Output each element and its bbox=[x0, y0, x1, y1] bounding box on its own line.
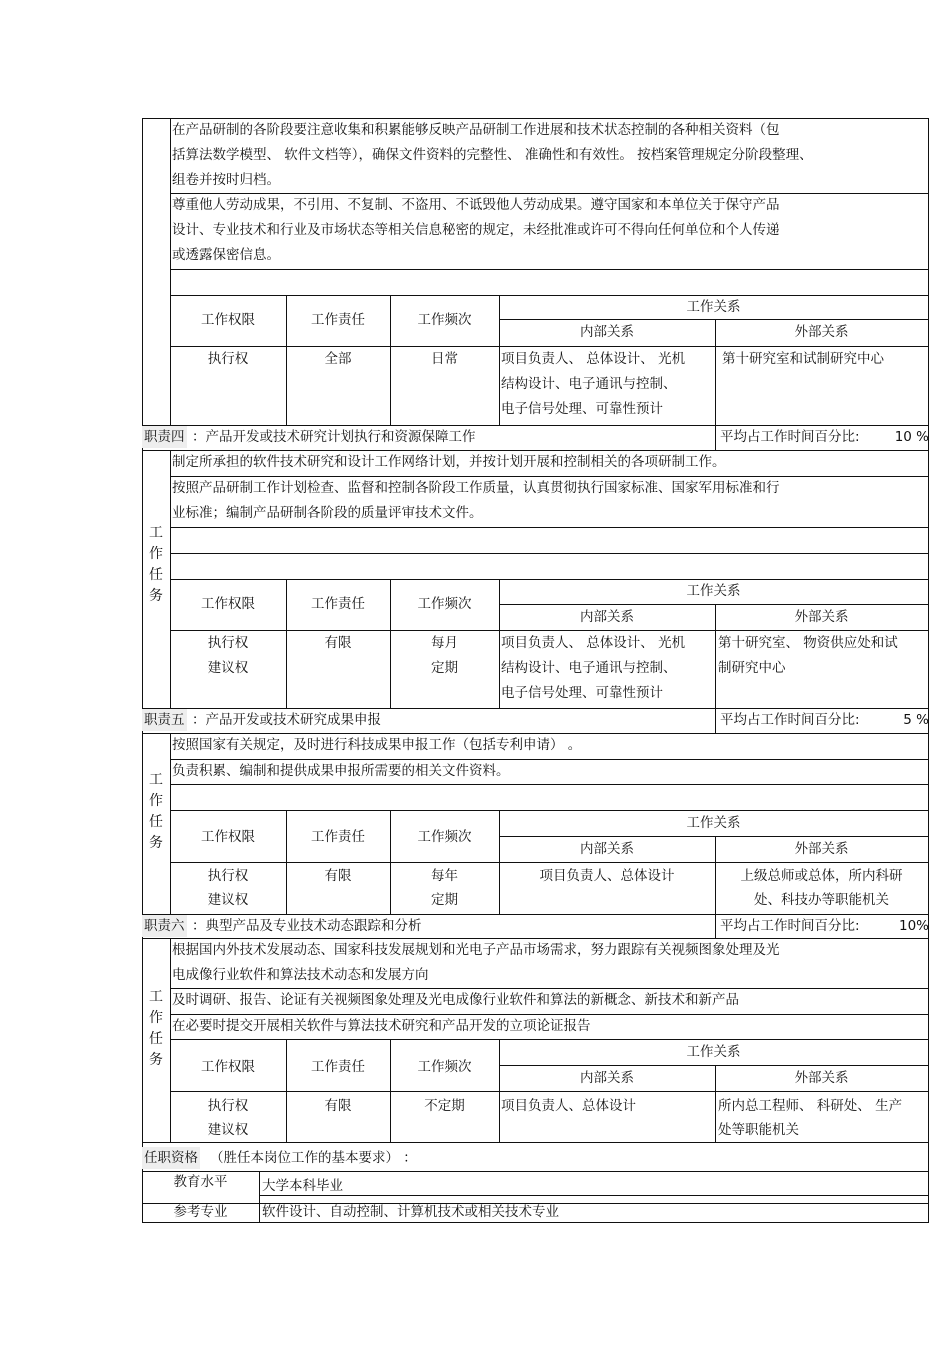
task-line: 按照产品研制工作计划检查、监督和控制各阶段工作质量，认真贯彻执行国家标准、国家军用标准和行 bbox=[172, 480, 780, 496]
education-label: 教育水平 bbox=[173, 1174, 228, 1190]
header-external: 外部关系 bbox=[794, 1070, 849, 1086]
major-label: 参考专业 bbox=[173, 1204, 228, 1220]
header-internal: 内部关系 bbox=[580, 1070, 634, 1086]
duty-tag: 职责六 bbox=[142, 915, 187, 937]
header-responsibility: 工作责任 bbox=[311, 1059, 365, 1075]
task-line: 制定所承担的软件技术研究和设计工作网络计划，并按计划开展和控制相关的各项研制工作。 bbox=[172, 454, 726, 470]
header-authority: 工作权限 bbox=[201, 1059, 255, 1075]
internal-relation: 项目负责人、 总体设计、 光机 bbox=[501, 351, 686, 367]
duty-title: ：产品开发或技术研究计划执行和资源保障工作 bbox=[192, 429, 476, 445]
task-line: 组卷并按时归档。 bbox=[172, 172, 280, 188]
external-relation: 制研究中心 bbox=[718, 660, 786, 676]
header-external: 外部关系 bbox=[794, 324, 849, 340]
task-label: 工 作 任 务 bbox=[149, 525, 163, 604]
task-line: 根据国内外技术发展动态、国家科技发展规划和光电子产品市场需求，努力跟踪有关视频图象处理及光 bbox=[172, 942, 780, 958]
time-percent-label: 平均占工作时间百分比: bbox=[720, 712, 860, 728]
responsibility-value: 全部 bbox=[324, 351, 352, 367]
external-relation: 所内总工程师、 科研处、 生产 bbox=[718, 1098, 903, 1114]
duty-tag: 职责五 bbox=[142, 709, 187, 731]
authority-value: 执行权 bbox=[207, 868, 249, 884]
frequency-value: 日常 bbox=[431, 351, 458, 367]
task-line: 在产品研制的各阶段要注意收集和积累能够反映产品研制工作进展和技术状态控制的各种相关资料（包 bbox=[172, 122, 780, 138]
time-percent-value: 10% bbox=[898, 918, 929, 934]
frequency-value: 每月 bbox=[431, 635, 458, 651]
authority-value: 执行权 bbox=[207, 1098, 249, 1114]
frequency-value: 定期 bbox=[431, 892, 458, 908]
frequency-value: 每年 bbox=[431, 868, 458, 884]
task-line: 负责积累、编制和提供成果申报所需要的相关文件资料。 bbox=[172, 763, 510, 779]
authority-value: 建议权 bbox=[207, 660, 249, 676]
task-label: 工 作 任 务 bbox=[149, 989, 163, 1068]
time-percent-value: 5 % bbox=[903, 712, 929, 728]
major-value: 软件设计、自动控制、计算机技术或相关技术专业 bbox=[262, 1204, 559, 1220]
task-line: 括算法数学模型、 软件文档等），确保文件资料的完整性、 准确性和有效性。 按档案管理规定分阶段整理、 bbox=[172, 147, 813, 163]
task-line: 设计、专业技术和行业及市场状态等相关信息秘密的规定，未经批准或许可不得向任何单位和个人传递 bbox=[172, 222, 780, 238]
header-authority: 工作权限 bbox=[201, 312, 255, 328]
frequency-value: 定期 bbox=[431, 660, 458, 676]
authority-value: 执行权 bbox=[207, 351, 249, 367]
time-percent-label: 平均占工作时间百分比: bbox=[720, 429, 860, 445]
external-relation: 上级总师或总体，所内科研 bbox=[740, 868, 903, 884]
header-internal: 内部关系 bbox=[580, 841, 634, 857]
task-label: 工 作 任 务 bbox=[149, 772, 163, 851]
duty-title: ：典型产品及专业技术动态跟踪和分析 bbox=[192, 918, 422, 934]
header-external: 外部关系 bbox=[794, 609, 849, 625]
authority-value: 建议权 bbox=[207, 1122, 249, 1138]
responsibility-value: 有限 bbox=[324, 868, 352, 884]
time-percent-label: 平均占工作时间百分比: bbox=[720, 918, 860, 934]
internal-relation: 电子信号处理、可靠性预计 bbox=[501, 401, 663, 417]
external-relation: 处等职能机关 bbox=[718, 1122, 799, 1138]
time-percent-value: 10 % bbox=[894, 429, 929, 445]
internal-relation: 项目负责人、 总体设计、 光机 bbox=[501, 635, 686, 651]
task-line: 及时调研、报告、论证有关视频图象处理及光电成像行业软件和算法的新概念、新技术和新产品 bbox=[172, 992, 739, 1008]
header-responsibility: 工作责任 bbox=[311, 596, 365, 612]
header-frequency: 工作频次 bbox=[417, 596, 472, 612]
header-authority: 工作权限 bbox=[201, 596, 255, 612]
education-value: 大学本科毕业 bbox=[262, 1178, 343, 1194]
task-line: 电成像行业软件和算法技术动态和发展方向 bbox=[172, 967, 429, 983]
internal-relation: 项目负责人、总体设计 bbox=[501, 1098, 636, 1114]
authority-value: 建议权 bbox=[207, 892, 249, 908]
header-internal: 内部关系 bbox=[580, 609, 634, 625]
header-external: 外部关系 bbox=[794, 841, 849, 857]
header-relations: 工作关系 bbox=[686, 1044, 741, 1060]
internal-relation: 结构设计、电子通讯与控制、 bbox=[501, 660, 677, 676]
task-line: 尊重他人劳动成果，不引用、不复制、不盗用、不诋毁他人劳动成果。遵守国家和本单位关于保守产品 bbox=[172, 197, 780, 213]
header-frequency: 工作频次 bbox=[417, 312, 472, 328]
external-relation: 处、科技办等职能机关 bbox=[754, 892, 889, 908]
internal-relation: 电子信号处理、可靠性预计 bbox=[501, 685, 663, 701]
task-line: 在必要时提交开展相关软件与算法技术研究和产品开发的立项论证报告 bbox=[172, 1018, 591, 1034]
header-relations: 工作关系 bbox=[686, 299, 741, 315]
external-relation: 第十研究室和试制研究中心 bbox=[722, 351, 884, 367]
header-responsibility: 工作责任 bbox=[311, 312, 365, 328]
task-line: 或透露保密信息。 bbox=[172, 247, 280, 263]
header-frequency: 工作频次 bbox=[417, 829, 472, 845]
internal-relation: 项目负责人、总体设计 bbox=[539, 868, 675, 884]
authority-value: 执行权 bbox=[207, 635, 249, 651]
responsibility-value: 有限 bbox=[324, 635, 352, 651]
internal-relation: 结构设计、电子通讯与控制、 bbox=[501, 376, 677, 392]
task-line: 业标准；编制产品研制各阶段的质量评审技术文件。 bbox=[172, 505, 483, 521]
duty-tag: 职责四 bbox=[142, 426, 187, 448]
frequency-value: 不定期 bbox=[424, 1098, 465, 1114]
duty-title: ：产品开发或技术研究成果申报 bbox=[192, 712, 381, 728]
qualification-title: （胜任本岗位工作的基本要求） ： bbox=[210, 1150, 417, 1166]
header-frequency: 工作频次 bbox=[417, 1059, 472, 1075]
header-relations: 工作关系 bbox=[686, 583, 741, 599]
header-authority: 工作权限 bbox=[201, 829, 255, 845]
header-internal: 内部关系 bbox=[580, 324, 634, 340]
header-relations: 工作关系 bbox=[686, 815, 741, 831]
qualification-tag: 任职资格 bbox=[142, 1147, 200, 1169]
responsibility-value: 有限 bbox=[324, 1098, 352, 1114]
task-line: 按照国家有关规定，及时进行科技成果申报工作（包括专利申请） 。 bbox=[172, 737, 582, 753]
external-relation: 第十研究室、 物资供应处和试 bbox=[718, 635, 898, 651]
header-responsibility: 工作责任 bbox=[311, 829, 365, 845]
